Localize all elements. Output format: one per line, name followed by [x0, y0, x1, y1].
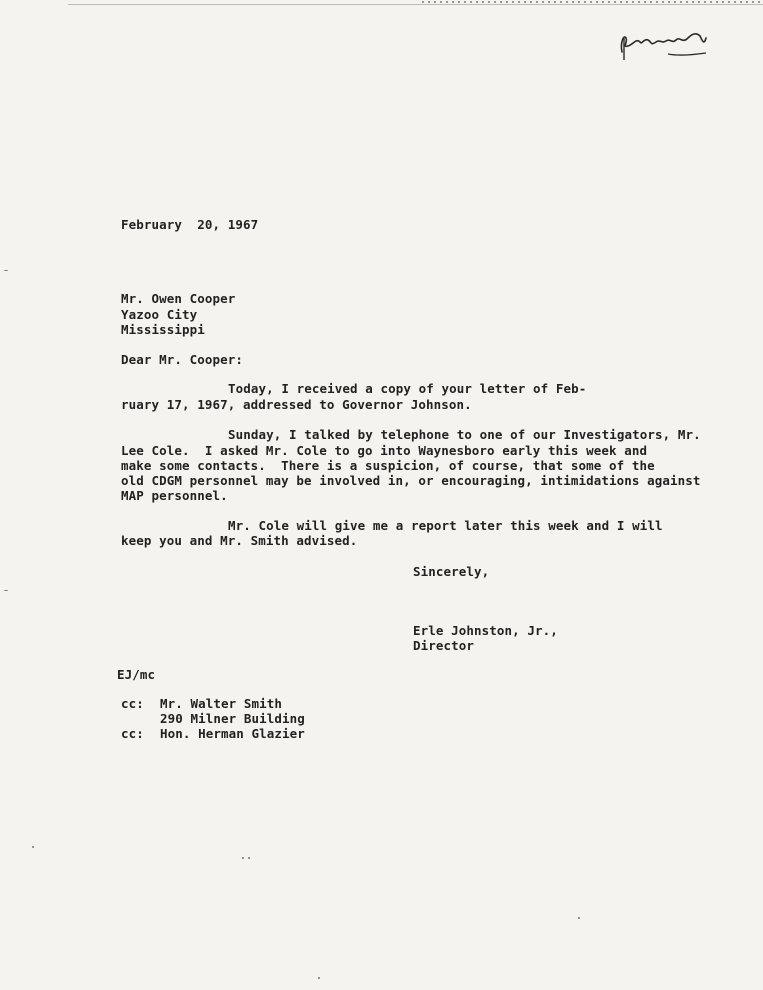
paragraph-3-line-2: keep you and Mr. Smith advised. — [121, 533, 358, 548]
paragraph-2-line-3: make some contacts. There is a suspicion, of course, that some of the — [121, 458, 655, 473]
scan-speck — [4, 270, 8, 271]
letter-date: February 20, 1967 — [121, 217, 259, 232]
scan-speck — [248, 857, 250, 859]
closing: Sincerely, — [413, 564, 490, 579]
paragraph-1-line-1: Today, I received a copy of your letter of Feb- — [228, 381, 587, 396]
paragraph-2-line-5: MAP personnel. — [121, 488, 228, 503]
typist-initials: EJ/mc — [117, 667, 156, 682]
cc-label-2: cc: — [121, 726, 144, 741]
paragraph-2-line-2: Lee Cole. I asked Mr. Cole to go into Waynesboro early this week and — [121, 443, 648, 458]
scan-speck — [32, 846, 34, 848]
signer-name: Erle Johnston, Jr., — [413, 623, 558, 638]
paragraph-2-line-4: old CDGM personnel may be involved in, or encouraging, intimidations against — [121, 473, 701, 488]
recipient-name: Mr. Owen Cooper — [121, 291, 236, 306]
salutation: Dear Mr. Cooper: — [121, 352, 244, 367]
top-edge-rule — [68, 4, 763, 5]
signer-title: Director — [413, 638, 475, 653]
personal-scrawl-icon — [610, 24, 720, 64]
paragraph-2-line-1: Sunday, I talked by telephone to one of our Investigators, Mr. — [228, 427, 701, 442]
recipient-city: Yazoo City — [121, 307, 198, 322]
cc-1-line-2: 290 Milner Building — [160, 711, 305, 726]
paragraph-1-line-2: ruary 17, 1967, addressed to Governor Johnson. — [121, 397, 472, 412]
cc-1-line-1: Mr. Walter Smith — [160, 696, 283, 711]
scan-speck — [578, 917, 580, 919]
paragraph-3-line-1: Mr. Cole will give me a report later this week and I will — [228, 518, 663, 533]
personal-handwritten-mark — [610, 24, 720, 64]
scan-speck — [4, 590, 8, 591]
scan-speck — [242, 857, 244, 859]
recipient-state: Mississippi — [121, 322, 205, 337]
scan-speck — [318, 977, 320, 979]
cc-label-1: cc: — [121, 696, 144, 711]
cc-2-line-1: Hon. Herman Glazier — [160, 726, 305, 741]
